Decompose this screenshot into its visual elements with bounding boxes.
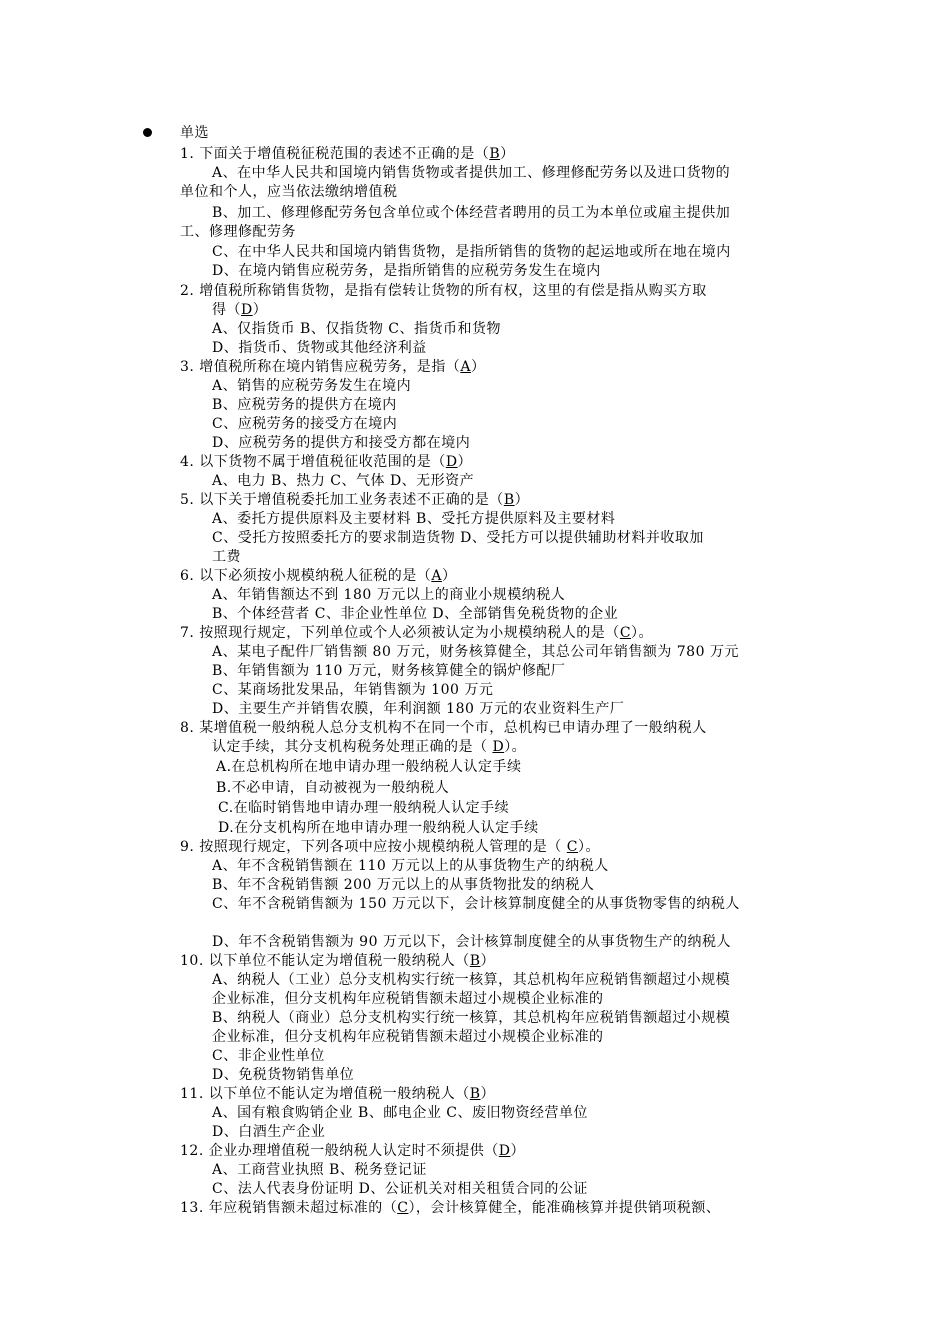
text-line: C、在中华人民共和国境内销售货物，是指所销售的货物的起运地或所在地在境内 xyxy=(212,244,731,260)
text-line xyxy=(212,301,267,320)
text-line: D、应税劳务的提供方和接受方都在境内 xyxy=(212,435,471,451)
text-line xyxy=(212,738,526,757)
text-line: D、在境内销售应税劳务，是指所销售的应税劳务发生在境内 xyxy=(212,263,601,279)
answer-letter: D xyxy=(445,454,458,470)
text-segment: ） xyxy=(441,568,457,584)
text-segment: ） xyxy=(457,454,473,470)
text-line: A、年销售额达不到 180 万元以上的商业小规模纳税人 xyxy=(212,587,566,603)
text-line xyxy=(180,624,653,643)
text-line: 企业标准，但分支机构年应税销售额未超过小规模企业标准的 xyxy=(212,1029,604,1045)
text-segment: 3. 增值税所称在境内销售应税劳务，是指（ xyxy=(180,359,461,375)
text-line: C、应税劳务的接受方在境内 xyxy=(212,416,398,432)
text-line: 工费 xyxy=(212,549,241,565)
answer-letter: A xyxy=(460,359,471,375)
text-line xyxy=(180,838,600,857)
text-line: 2. 增值税所称销售货物，是指有偿转让货物的所有权，这里的有偿是指从购买方取 xyxy=(180,283,707,299)
text-line: C、受托方按照委托方的要求制造货物 D、受托方可以提供辅助材料并收取加 xyxy=(212,530,704,546)
text-segment: 12. 企业办理增值税一般纳税人认定时不须提供（ xyxy=(180,1143,499,1159)
text-line: 工、修理修配劳务 xyxy=(180,224,296,240)
text-segment: ）。 xyxy=(631,625,654,641)
text-line: B、应税劳务的提供方在境内 xyxy=(212,397,397,413)
text-line: C、年不含税销售额为 150 万元以下，会计核算制度健全的从事货物零售的纳税人 xyxy=(212,896,740,912)
text-segment: ） xyxy=(252,302,268,318)
answer-letter: B xyxy=(469,1086,481,1102)
text-segment: ） xyxy=(510,1143,525,1159)
text-line xyxy=(180,1085,495,1104)
text-segment: 7. 按照现行规定，下列单位或个人必须被认定为小规模纳税人的是（ xyxy=(180,625,620,641)
text-segment: 13. 年应税销售额未超过标准的（ xyxy=(180,1200,398,1216)
answer-letter: C xyxy=(566,839,578,855)
text-line: C.在临时销售地申请办理一般纳税人认定手续 xyxy=(218,800,510,816)
text-line: A、年不含税销售额在 110 万元以上的从事货物生产的纳税人 xyxy=(212,858,609,874)
answer-letter: B xyxy=(489,146,501,162)
text-segment: 6. 以下必须按小规模纳税人征税的是（ xyxy=(180,568,432,584)
text-line: 企业标准，但分支机构年应税销售额未超过小规模企业标准的 xyxy=(212,991,604,1007)
text-line xyxy=(180,952,495,971)
answer-letter: D xyxy=(241,302,253,318)
text-line: B.不必申请，自动被视为一般纳税人 xyxy=(216,780,450,796)
text-line: B、年不含税销售额 200 万元以上的从事货物批发的纳税人 xyxy=(212,877,595,893)
section-title: 单选 xyxy=(180,125,209,141)
text-line: A、在中华人民共和国境内销售货物或者提供加工、修理修配劳务以及进口货物的 xyxy=(212,165,731,181)
text-line xyxy=(180,453,472,472)
text-segment: ）。 xyxy=(577,839,600,855)
answer-letter: C xyxy=(397,1200,409,1216)
text-segment: ） xyxy=(480,1086,496,1102)
text-line: C、法人代表身份证明 D、公证机关对相关租赁合同的公证 xyxy=(212,1181,588,1197)
answer-letter: C xyxy=(619,625,632,641)
text-segment: ） xyxy=(500,146,515,162)
text-line: D、免税货物销售单位 xyxy=(212,1067,355,1083)
text-line: C、非企业性单位 xyxy=(212,1048,325,1064)
text-segment: ） xyxy=(480,953,496,969)
text-segment: 认定手续，其分支机构税务处理正确的是（ xyxy=(212,739,493,755)
text-line xyxy=(180,491,529,510)
answer-letter: A xyxy=(431,568,442,584)
text-line: A、委托方提供原料及主要材料 B、受托方提供原料及主要材料 xyxy=(212,511,616,527)
text-line: A、工商营业执照 B、税务登记证 xyxy=(212,1162,427,1178)
text-segment: ） xyxy=(514,492,530,508)
text-line xyxy=(180,567,456,586)
text-line: D、年不含税销售额为 90 万元以下，会计核算制度健全的从事货物生产的纳税人 xyxy=(212,934,731,950)
text-line: A、销售的应税劳务发生在境内 xyxy=(212,378,412,394)
text-line xyxy=(180,1142,525,1161)
text-line: B、个体经营者 C、非企业性单位 D、全部销售免税货物的企业 xyxy=(212,606,619,622)
text-segment: ） xyxy=(470,359,486,375)
text-line: B、加工、修理修配劳务包含单位或个体经营者聘用的员工为本单位或雇主提供加 xyxy=(212,205,731,221)
text-segment: 5. 以下关于增值税委托加工业务表述不正确的是（ xyxy=(180,492,504,508)
text-line: D.在分支机构所在地申请办理一般纳税人认定手续 xyxy=(218,820,539,836)
text-line: D、主要生产并销售农膜，年利润额 180 万元的农业资料生产厂 xyxy=(212,701,625,717)
text-line: A、电力 B、热力 C、气体 D、无形资产 xyxy=(212,473,475,489)
answer-letter: D xyxy=(492,739,505,755)
answer-letter: B xyxy=(503,492,515,508)
text-line: A、仅指货币 B、仅指货物 C、指货币和货物 xyxy=(212,321,502,337)
answer-letter: B xyxy=(469,953,481,969)
text-segment: 10. 以下单位不能认定为增值税一般纳税人（ xyxy=(180,953,470,969)
text-segment: 9. 按照现行规定，下列各项中应按小规模纳税人管理的是（ xyxy=(180,839,567,855)
text-line: B、年销售额为 110 万元，财务核算健全的锅炉修配厂 xyxy=(212,663,566,679)
text-line: A.在总机构所在地申请办理一般纳税人认定手续 xyxy=(216,759,522,775)
text-line: D、白酒生产企业 xyxy=(212,1124,326,1140)
text-line: C、某商场批发果品，年销售额为 100 万元 xyxy=(212,682,494,698)
text-line: A、国有粮食购销企业 B、邮电企业 C、废旧物资经营单位 xyxy=(212,1105,589,1121)
text-line: A、某电子配件厂销售额 80 万元，财务核算健全，其总公司年销售额为 780 万元 xyxy=(212,644,739,660)
text-line xyxy=(180,358,485,377)
text-line: B、纳税人（商业）总分支机构实行统一核算，其总机构年应税销售额超过小规模 xyxy=(212,1010,731,1026)
text-line: A、纳税人（工业）总分支机构实行统一核算，其总机构年应税销售额超过小规模 xyxy=(212,972,731,988)
text-segment: ）。 xyxy=(504,739,527,755)
text-segment: 得（ xyxy=(212,302,241,318)
answer-letter: D xyxy=(498,1143,511,1159)
text-line: D、指货币、货物或其他经济利益 xyxy=(212,340,427,356)
text-line: 8. 某增值税一般纳税人总分支机构不在同一个市，总机构已申请办理了一般纳税人 xyxy=(180,720,707,736)
bullet-icon xyxy=(143,128,152,137)
text-line xyxy=(180,145,515,164)
text-line xyxy=(180,1199,720,1218)
text-segment: ），会计核算健全，能准确核算并提供销项税额、 xyxy=(408,1200,721,1216)
text-segment: 4. 以下货物不属于增值税征收范围的是（ xyxy=(180,454,446,470)
text-line: 单位和个人，应当依法缴纳增值税 xyxy=(180,184,398,200)
text-segment: 11. 以下单位不能认定为增值税一般纳税人（ xyxy=(180,1086,470,1102)
text-segment: 1. 下面关于增值税征税范围的表述不正确的是（ xyxy=(180,146,490,162)
